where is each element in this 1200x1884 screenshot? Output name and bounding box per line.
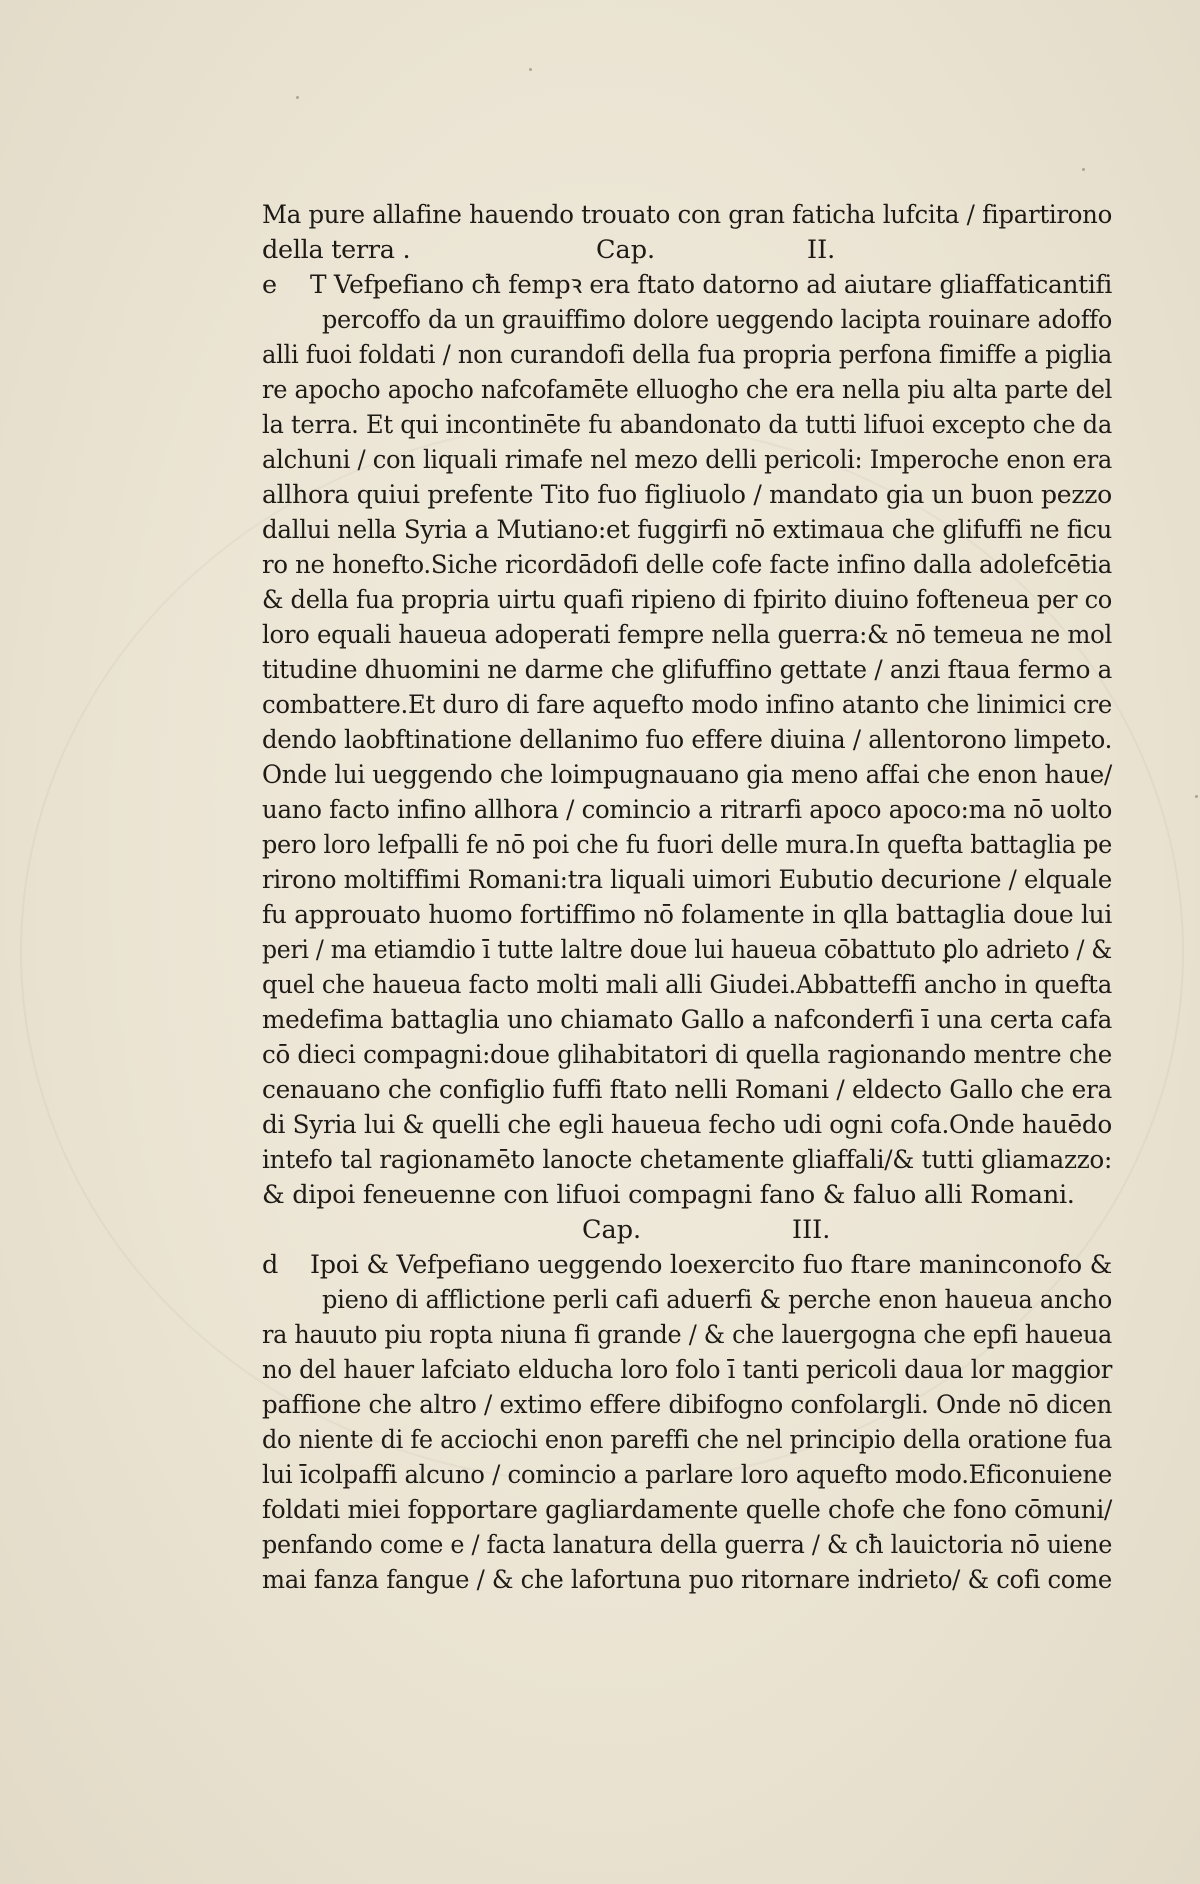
text-line: & dipoi feneuenne con lifuoi compagni fano & faluo alli Romani. — [262, 1180, 1075, 1210]
text-line: dendo laobftinatione dellanimo fuo effere diuina / allentorono limpeto. — [262, 725, 1113, 755]
paper-speck — [1082, 168, 1085, 171]
text-line: percoffo da un grauiffimo dolore ueggendo lacipta rouinare adoffo — [322, 305, 1112, 335]
text-line: Ipoi & Vefpefiano ueggendo loexercito fuo ftare maninconofo & — [310, 1250, 1112, 1280]
initial-letter-guide: d — [262, 1250, 279, 1280]
text-line: titudine dhuomini ne darme che glifuffino gettate / anzi ftaua fermo a — [262, 655, 1113, 685]
chapter-heading-number: II. — [807, 235, 836, 265]
text-line: combattere.Et duro di fare aquefto modo infino atanto che linimici cre — [262, 690, 1112, 720]
text-line: di Syria lui & quelli che egli haueua fecho udi ogni cofa.Onde hauēdo — [262, 1110, 1112, 1140]
text-line: no del hauer lafciato elducha loro folo ī tanti pericoli daua lor maggior — [262, 1355, 1113, 1385]
text-line: la terra. Et qui incontinēte fu abandonato da tutti lifuoi excepto che da — [262, 410, 1112, 440]
paper-speck — [296, 96, 299, 99]
paper-speck — [1195, 795, 1198, 798]
text-line: fu approuato huomo fortiffimo nō folamente in qlla battaglia doue lui — [262, 900, 1113, 930]
text-line: T Vefpefiano cħ fempꝛ era ftato datorno ad aiutare gliaffaticantifi — [310, 270, 1113, 300]
chapter-heading-number: III. — [792, 1215, 831, 1245]
text-line: cenauano che configlio fuffi ftato nelli Romani / eldecto Gallo che era — [262, 1075, 1113, 1105]
text-line: foldati miei fopportare gagliardamente quelle chofe che fono cōmuni/ — [262, 1495, 1112, 1525]
text-line: & della fua propria uirtu quafi ripieno di fpirito diuino fofteneua per co — [262, 585, 1113, 615]
text-line: cō dieci compagni:doue glihabitatori di quella ragionando mentre che — [262, 1040, 1113, 1070]
text-line: do niente di fe acciochi enon pareffi che nel principio della oratione fua — [262, 1425, 1112, 1455]
text-line: Onde lui ueggendo che loimpugnauano gia meno affai che enon haue/ — [262, 760, 1112, 790]
text-line: pieno di afflictione perli cafi aduerfi & perche enon haueua ancho — [322, 1285, 1113, 1315]
text-line: peri / ma etiamdio ī tutte laltre doue lui haueua cōbattuto ꝑlo adrieto / & — [262, 935, 1112, 965]
text-line: lui īcolpaffi alcuno / comincio a parlare loro aquefto modo.Eficonuiene — [262, 1460, 1112, 1490]
text-line: rirono moltiffimi Romani:tra liquali uimori Eubutio decurione / elquale — [262, 865, 1112, 895]
text-line: quel che haueua facto molti mali alli Giudei.Abbatteffi ancho in quefta — [262, 970, 1112, 1000]
text-line: alli fuoi foldati / non curandofi della fua propria perfona fimiffe a piglia — [262, 340, 1113, 370]
text-line: dallui nella Syria a Mutiano:et fuggirfi nō extimaua che glifuffi ne ficu — [262, 515, 1113, 545]
text-line: uano facto infino allhora / comincio a ritrarfi apoco apoco:ma nō uolto — [262, 795, 1113, 825]
text-line: paffione che altro / extimo effere dibifogno confolargli. Onde nō dicen — [262, 1390, 1113, 1420]
text-line: mai fanza fangue / & che lafortuna puo ritornare indrieto/ & cofi come — [262, 1565, 1112, 1595]
initial-letter-guide: e — [262, 270, 278, 300]
text-line: Ma pure allafine hauendo trouato con gran faticha lufcita / fipartirono — [262, 200, 1113, 230]
text-line: allhora quiui prefente Tito fuo figliuolo / mandato gia un buon pezzo — [262, 480, 1112, 510]
paper-speck — [529, 68, 532, 71]
text-line: intefo tal ragionamēto lanocte chetamente gliaffali/& tutti gliamazzo: — [262, 1145, 1113, 1175]
text-line: ra hauuto piu ropta niuna fi grande / & che lauergogna che epfi haueua — [262, 1320, 1113, 1350]
chapter-heading-label: Cap. — [596, 235, 656, 265]
text-line: della terra . — [262, 235, 411, 265]
text-line: ro ne honefto.Siche ricordādofi delle cofe facte infino dalla adolefcētia — [262, 550, 1112, 580]
text-line: medefima battaglia uno chiamato Gallo a nafconderfi ī una certa cafa — [262, 1005, 1112, 1035]
text-line: penfando come e / facta lanatura della guerra / & cħ lauictoria nō uiene — [262, 1530, 1113, 1560]
text-line: loro equali haueua adoperati fempre nella guerra:& nō temeua ne mol — [262, 620, 1113, 650]
text-line: alchuni / con liquali rimafe nel mezo delli pericoli: Imperoche enon era — [262, 445, 1112, 475]
text-line: pero loro lefpalli fe nō poi che fu fuori delle mura.In quefta battaglia pe — [262, 830, 1113, 860]
chapter-heading-label: Cap. — [582, 1215, 642, 1245]
text-line: re apocho apocho nafcofamēte elluogho che era nella piu alta parte del — [262, 375, 1113, 405]
